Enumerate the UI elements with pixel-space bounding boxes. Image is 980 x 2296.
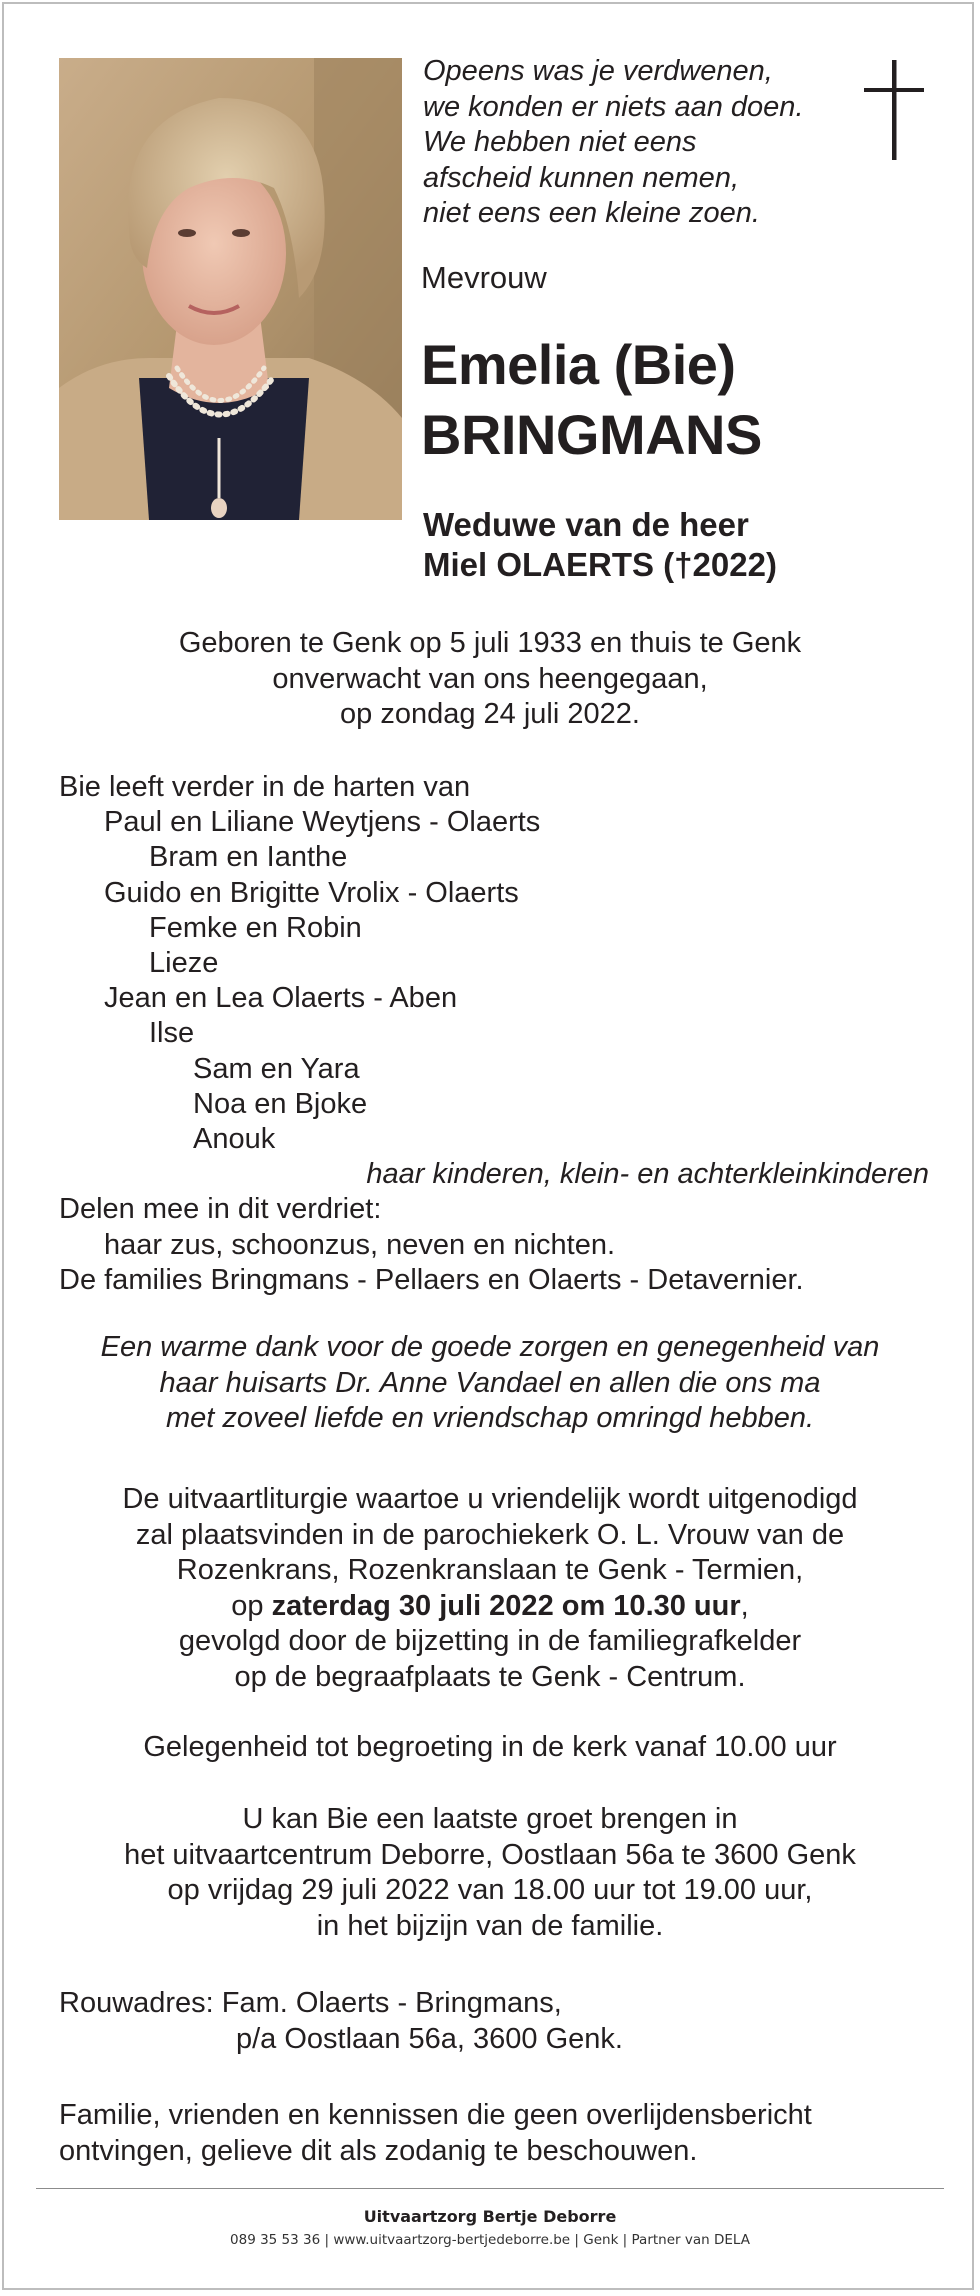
ceremony-date-line — [40, 1589, 940, 1625]
poem-line: niet eens een kleine zoen. — [423, 197, 760, 229]
funeral-home-contact: 089 35 53 36 | www.uitvaartzorg-bertjedeborre.be | Genk | Partner van DELA — [230, 2232, 750, 2248]
ceremony-line: op de begraafplaats te Genk - Centrum. — [234, 1660, 746, 1693]
mourning-address — [59, 1986, 623, 2057]
ceremony-date-suffix: , — [740, 1589, 749, 1622]
birth-line: op zondag 24 juli 2022. — [340, 698, 640, 730]
last-name: BRINGMANS — [421, 403, 762, 466]
farewell-line: op vrijdag 29 juli 2022 van 18.00 uur tot 19.00 uur, — [167, 1874, 813, 1906]
greeting-line: Gelegenheid tot begroeting in de kerk vanaf 10.00 uur — [143, 1731, 837, 1763]
greeting-info — [40, 1730, 940, 1766]
family-line: Sam en Yara — [193, 1052, 360, 1085]
farewell-line: in het bijzijn van de familie. — [316, 1909, 664, 1942]
family-line: Ilse — [149, 1017, 195, 1050]
notice-remark — [59, 2098, 812, 2169]
address-line: p/a Oostlaan 56a, 3600 Genk. — [236, 2022, 623, 2055]
address-line: Rouwadres: Fam. Olaerts - Bringmans, — [59, 1987, 562, 2019]
family-line: Anouk — [193, 1123, 276, 1156]
thanks-note — [40, 1330, 940, 1437]
survivors-intro: Bie leeft verder in de harten van — [59, 771, 471, 803]
ceremony-line: gevolgd door de bijzetting in de familiegrafkelder — [178, 1625, 802, 1657]
note-line: ontvingen, gelieve dit als zodanig te beschouwen. — [59, 2134, 698, 2167]
salutation: Mevrouw — [421, 260, 547, 295]
family-line: Guido en Brigitte Vrolix - Olaerts — [104, 876, 519, 909]
widow-line: Weduwe van de heer — [423, 506, 749, 543]
birth-line: onverwacht van ons heengegaan, — [272, 662, 708, 695]
poem-line: we konden er niets aan doen. — [423, 90, 804, 123]
share-line: haar zus, schoonzus, neven en nichten. — [104, 1228, 616, 1261]
family-line: Bram en Ianthe — [149, 841, 348, 874]
note-line: Familie, vrienden en kennissen die geen overlijdensbericht — [59, 2099, 812, 2131]
portrait-photo — [59, 58, 402, 520]
birth-line: Geboren te Genk op 5 juli 1933 en thuis te Genk — [178, 627, 802, 659]
ceremony-date-prefix: op — [231, 1589, 272, 1622]
cross-icon — [864, 60, 924, 160]
thanks-line: Een warme dank voor de goede zorgen en genegenheid van — [100, 1331, 880, 1363]
ceremony-line: De uitvaartliturgie waartoe u vriendelijk wordt uitgenodigd — [122, 1483, 858, 1515]
footer-divider — [36, 2188, 944, 2189]
poem-line: We hebben niet eens — [423, 126, 697, 158]
survivors-list — [59, 770, 929, 1298]
thanks-line: met zoveel liefde en vriendschap omringd hebben. — [165, 1402, 815, 1434]
farewell-line: U kan Bie een laatste groet brengen in — [242, 1803, 738, 1835]
family-line: Lieze — [149, 947, 219, 980]
poem — [423, 54, 843, 232]
widow-line: Miel OLAERTS (†2022) — [423, 546, 777, 583]
farewell-info — [40, 1802, 940, 1944]
poem-line: afscheid kunnen nemen, — [423, 161, 739, 194]
family-line: Femke en Robin — [149, 911, 362, 944]
ceremony-info — [40, 1482, 940, 1695]
farewell-line: het uitvaartcentrum Deborre, Oostlaan 56a te 3600 Genk — [124, 1838, 856, 1871]
families-line: De families Bringmans - Pellaers en Olaerts - Detavernier. — [59, 1263, 804, 1296]
funeral-home-name: Uitvaartzorg Bertje Deborre — [363, 2207, 617, 2226]
family-line: Noa en Bjoke — [193, 1087, 368, 1120]
thanks-line: haar huisarts Dr. Anne Vandael en allen die ons ma — [159, 1366, 821, 1399]
ceremony-line: zal plaatsvinden in de parochiekerk O. L. Vrouw van de — [135, 1518, 845, 1551]
ceremony-date: zaterdag 30 juli 2022 om 10.30 uur — [271, 1589, 741, 1622]
deceased-name — [421, 330, 762, 470]
poem-line: Opeens was je verdwenen, — [423, 55, 773, 87]
family-line: Jean en Lea Olaerts - Aben — [104, 982, 458, 1015]
relation-line: haar kinderen, klein- en achterkleinkinderen — [366, 1158, 929, 1191]
ceremony-line: Rozenkrans, Rozenkranslaan te Genk - Termien, — [176, 1554, 804, 1586]
first-name: Emelia (Bie) — [421, 333, 736, 396]
share-intro: Delen mee in dit verdriet: — [59, 1193, 382, 1226]
birth-death-notice — [40, 626, 940, 733]
family-line: Paul en Liliane Weytjens - Olaerts — [104, 806, 541, 839]
widow-of — [423, 505, 777, 585]
